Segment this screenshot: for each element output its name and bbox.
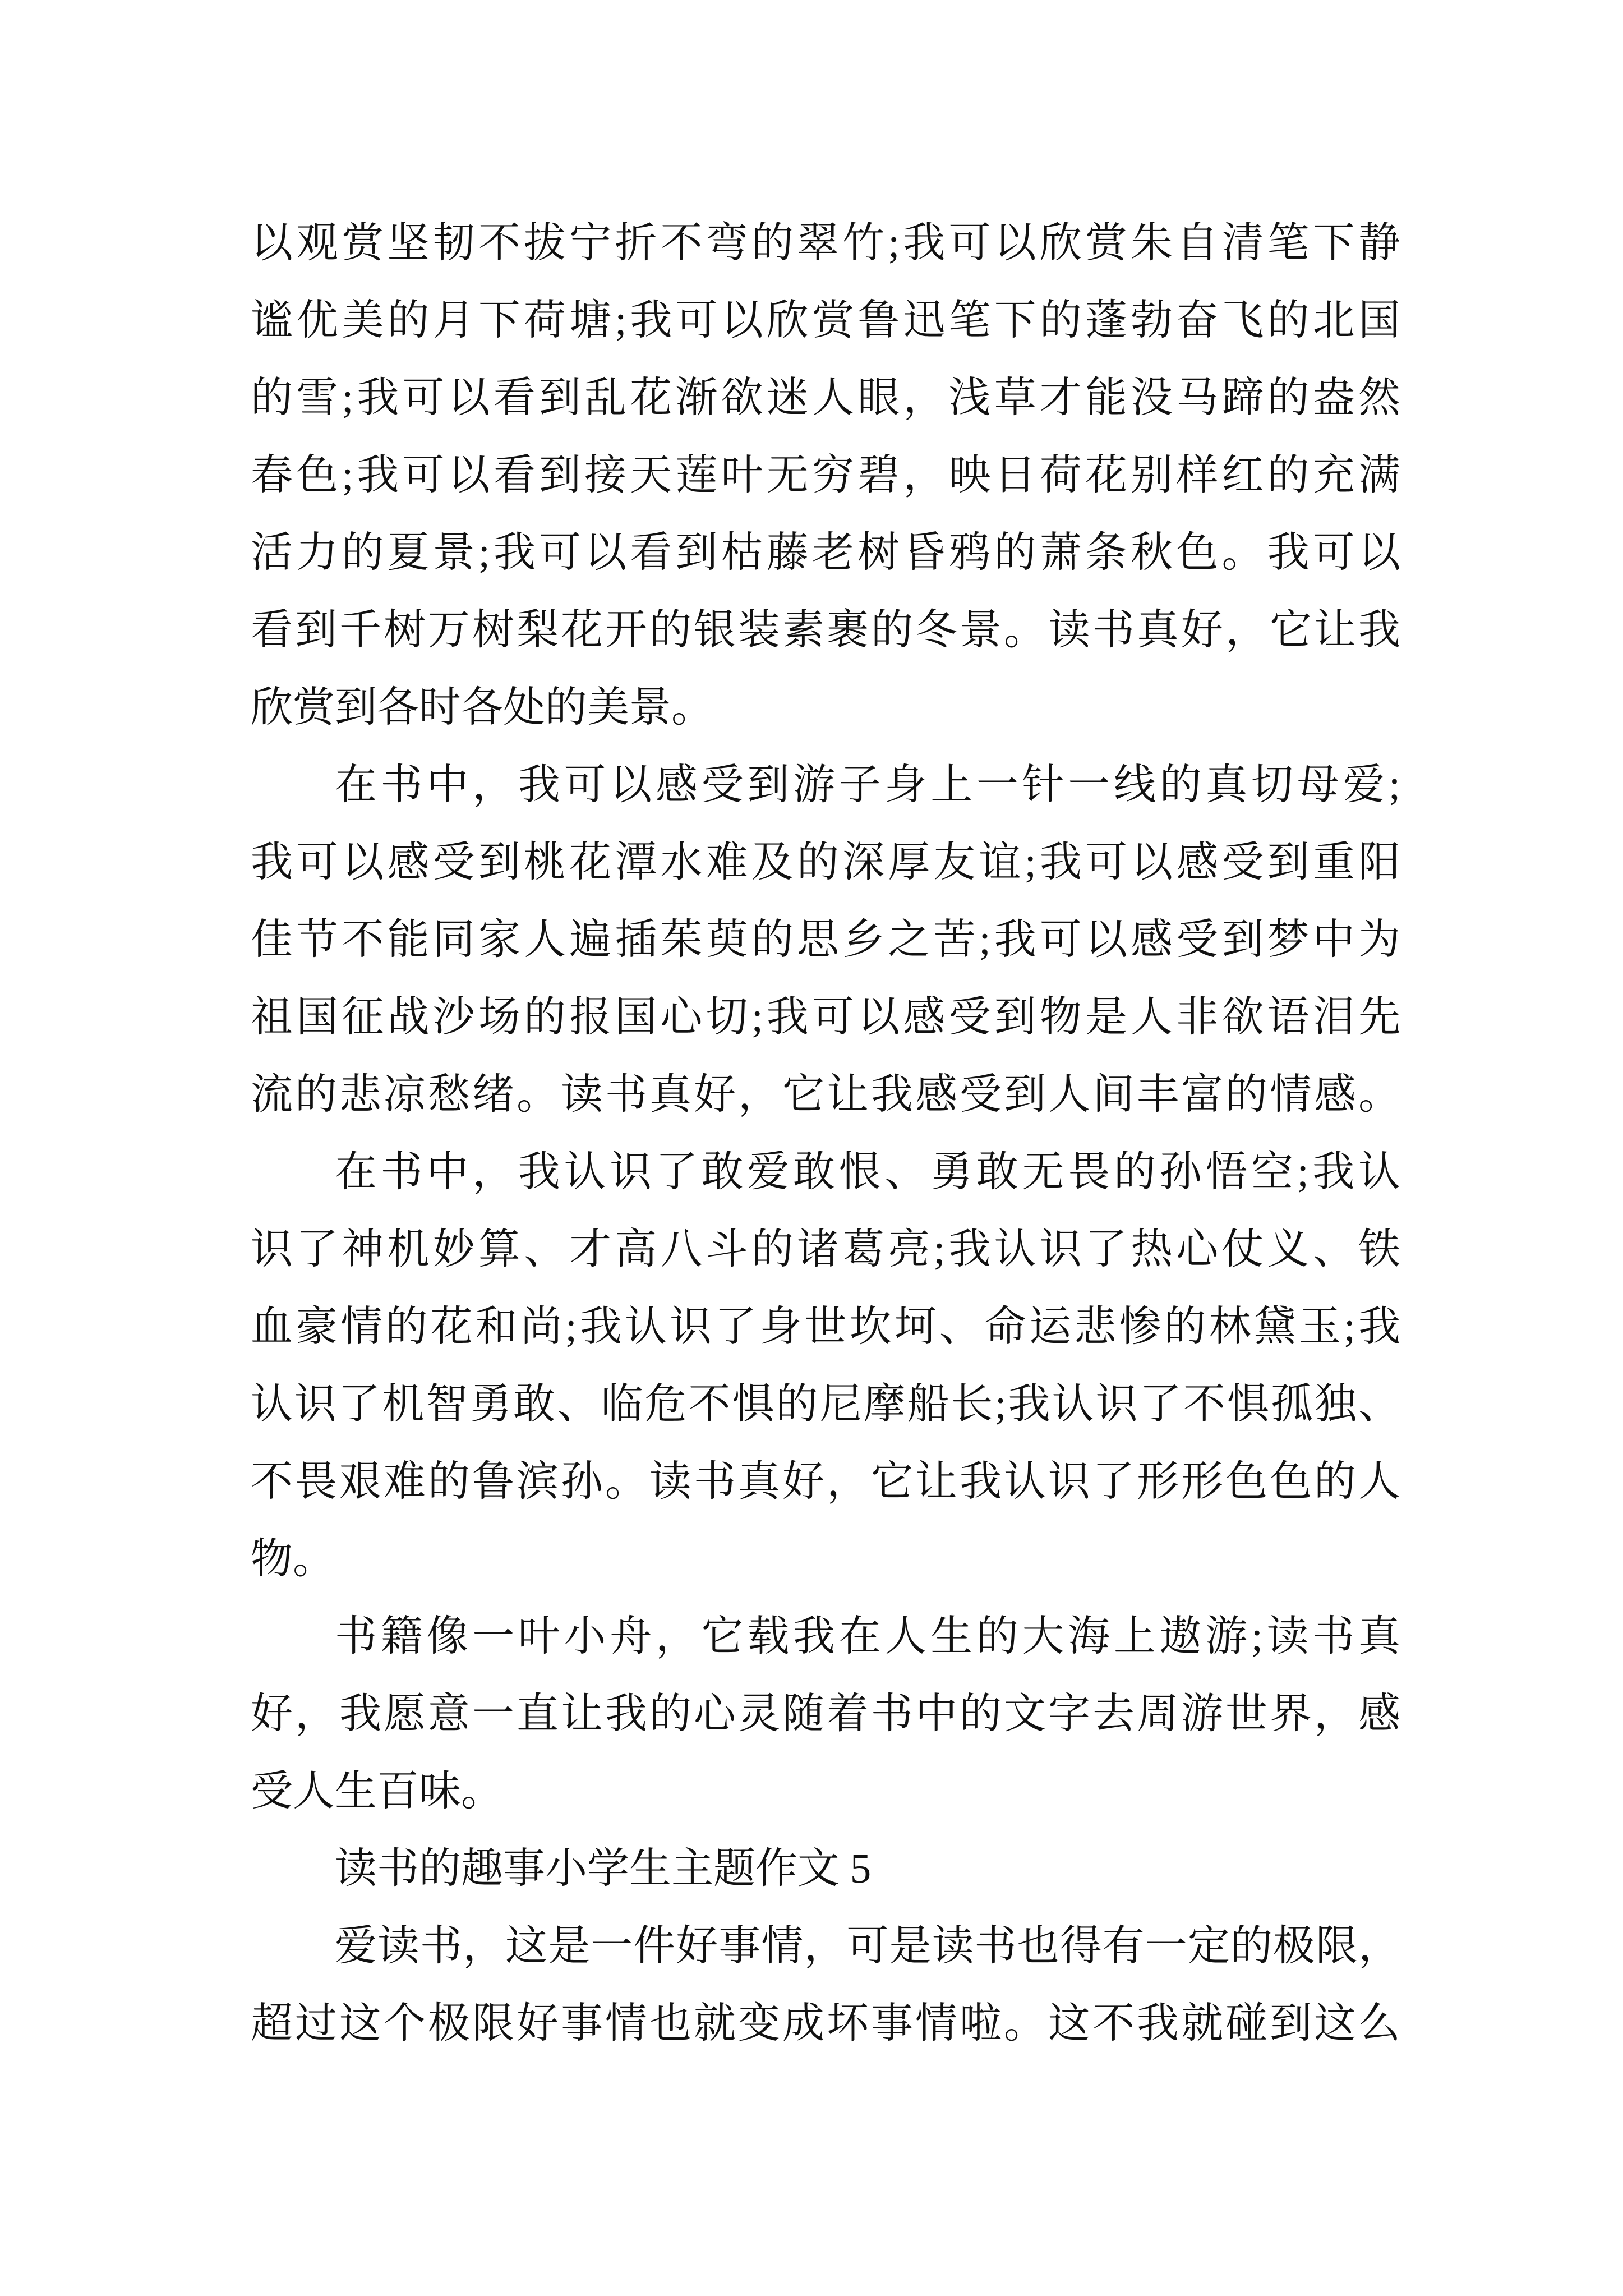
text-line: 欣赏到各时各处的美景。	[251, 684, 714, 731]
section-title: 读书的趣事小学生主题作文 5	[335, 1846, 872, 1892]
text-line: 流的悲凉愁绪。读书真好，它让我感受到人间丰富的情感。	[251, 1071, 1400, 1118]
text-line: 血豪情的花和尚;我认识了身世坎坷、命运悲惨的林黛玉;我	[251, 1304, 1400, 1350]
text-line: 活力的夏景;我可以看到枯藤老树昏鸦的萧条秋色。我可以	[251, 530, 1400, 576]
text-line: 书籍像一叶小舟，它载我在人生的大海上遨游;读书真	[335, 1613, 1400, 1660]
text-line: 在书中，我可以感受到游子身上一针一线的真切母爱;	[335, 762, 1400, 808]
text-line: 我可以感受到桃花潭水难及的深厚友谊;我可以感受到重阳	[251, 839, 1400, 886]
text-line: 识了神机妙算、才高八斗的诸葛亮;我认识了热心仗义、铁	[251, 1226, 1400, 1273]
paragraph-5	[251, 1908, 1400, 2063]
text-line: 不畏艰难的鲁滨孙。读书真好，它让我认识了形形色色的人	[251, 1458, 1400, 1505]
text-line: 以观赏坚韧不拔宁折不弯的翠竹;我可以欣赏朱自清笔下静	[251, 220, 1400, 266]
text-line: 爱读书，这是一件好事情，可是读书也得有一定的极限，	[335, 1923, 1400, 1970]
paragraph-1	[251, 205, 1400, 747]
text-line: 物。	[251, 1536, 335, 1582]
text-line: 认识了机智勇敢、临危不惧的尼摩船长;我认识了不惧孤独、	[251, 1381, 1400, 1428]
text-line: 的雪;我可以看到乱花渐欲迷人眼，浅草才能没马蹄的盎然	[251, 375, 1400, 421]
paragraph-3	[251, 1134, 1400, 1598]
paragraph-4	[251, 1598, 1400, 1830]
text-line: 超过这个极限好事情也就变成坏事情啦。这不我就碰到这么	[251, 2000, 1400, 2047]
text-line: 春色;我可以看到接天莲叶无穷碧，映日荷花别样红的充满	[251, 452, 1400, 499]
text-line: 看到千树万树梨花开的银装素裹的冬景。读书真好，它让我	[251, 607, 1400, 654]
document-body	[251, 205, 1400, 2063]
text-line: 祖国征战沙场的报国心切;我可以感受到物是人非欲语泪先	[251, 994, 1400, 1041]
text-line: 在书中，我认识了敢爱敢恨、勇敢无畏的孙悟空;我认	[335, 1149, 1400, 1195]
paragraph-2	[251, 747, 1400, 1134]
text-line: 受人生百味。	[251, 1768, 504, 1815]
text-line: 好，我愿意一直让我的心灵随着书中的文字去周游世界，感	[251, 1691, 1400, 1737]
text-line: 谧优美的月下荷塘;我可以欣赏鲁迅笔下的蓬勃奋飞的北国	[251, 297, 1400, 344]
text-line: 佳节不能同家人遍插茱萸的思乡之苦;我可以感受到梦中为	[251, 917, 1400, 963]
